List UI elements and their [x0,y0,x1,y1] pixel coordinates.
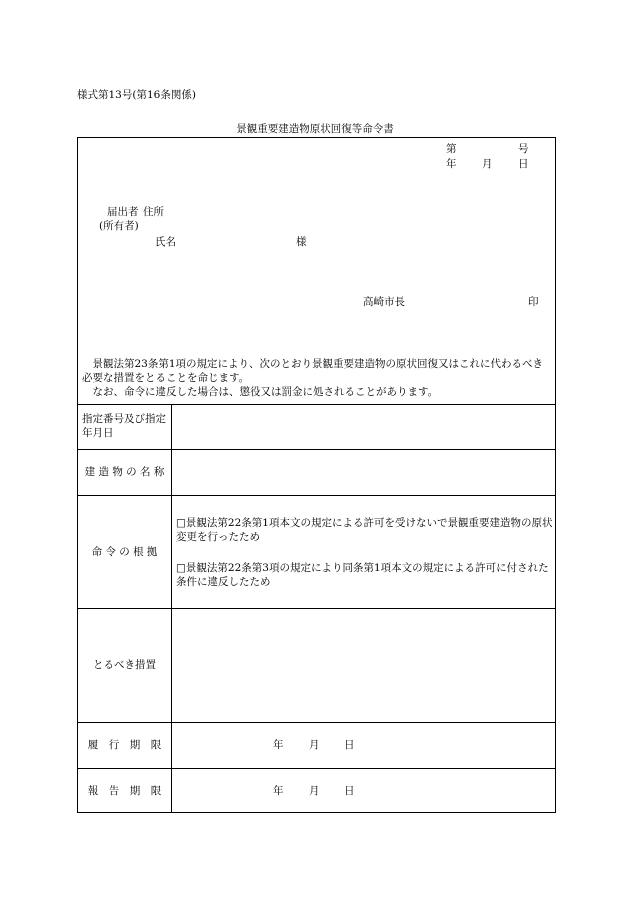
issuer-name: 高崎市長 [363,296,405,308]
deadline-month: 月 [309,739,320,751]
row-divider [78,768,555,769]
penalty-paragraph: なお、命令に違反した場合は、懲役又は罰金に処されることがあります。 [92,386,439,398]
go-label: 号 [518,143,529,155]
form-number-label: 様式第13号(第16条関係) [77,89,196,101]
seal-mark: 印 [528,296,539,308]
report-year: 年 [273,785,284,797]
sama-label: 様 [296,236,307,248]
basis-option-2: □景観法第22条第3項の規定により同条第1項本文の規定による許可に付された条件に違反したため [176,562,549,588]
order-paragraph: 景観法第23条第1項の規定により、次のとおり景観重要建造物の原状回復又はこれに代わるべき必要な措置をとることを命じます。 [82,358,544,384]
basis-label: 命 令 の 根 拠 [91,546,158,558]
row-divider [78,404,555,405]
row-divider [78,608,555,609]
document-title: 景観重要建造物原状回復等命令書 [236,123,394,135]
deadline-year: 年 [273,739,284,751]
building-name-label: 建 造 物 の 名 称 [84,466,165,478]
issue-month-label: 月 [482,158,493,170]
designation-label: 指定番号及び指定年月日 [82,413,166,439]
report-day: 日 [344,785,355,797]
todokedesha-label: 届出者 [107,206,139,218]
dai-label: 第 [446,143,457,155]
deadline-day: 日 [344,739,355,751]
column-divider [171,404,172,813]
address-label: 住所 [143,206,164,218]
row-divider [78,449,555,450]
basis-option-1: □景観法第22条第1項本文の規定による許可を受けないで景観重要建造物の原状変更を行ったため [176,517,553,543]
owner-label: (所有者) [99,220,139,232]
row-divider [78,722,555,723]
report-month: 月 [309,785,320,797]
row-divider [78,495,555,496]
form-table [77,137,556,813]
deadline-label: 履 行 期 限 [87,739,162,751]
name-label: 氏名 [155,236,176,248]
report-deadline-label: 報 告 期 限 [87,785,162,797]
issue-day-label: 日 [518,158,529,170]
measures-label: とるべき措置 [93,659,156,671]
issue-year-label: 年 [446,158,457,170]
